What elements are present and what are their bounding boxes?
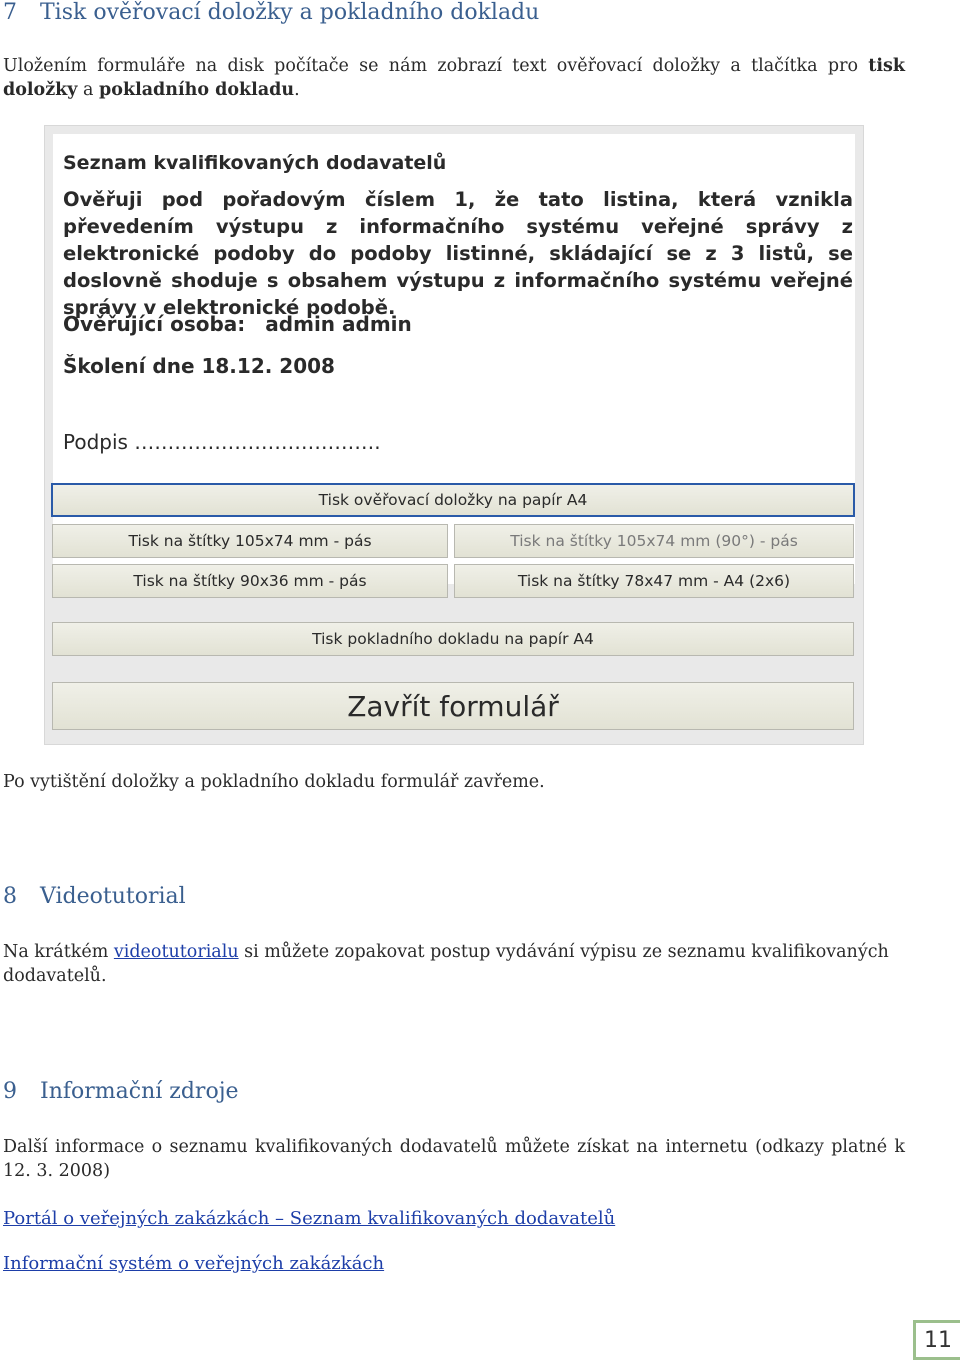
print-receipt-button[interactable]: Tisk pokladního dokladu na papír A4 — [52, 622, 854, 656]
verifying-person — [63, 312, 412, 336]
section-7-number: 7 — [3, 0, 17, 25]
section-8-text-after: si můžete zopakovat postup vydávání výpisu ze seznamu kvalifikovaných dodavatelů. — [3, 942, 889, 986]
page-number: 11 — [913, 1320, 960, 1360]
section-9-number: 9 — [3, 1079, 17, 1104]
intro-text: Uložením formuláře na disk počítače se nám zobrazí text ověřovací doložky a tlačítka pro — [3, 56, 869, 76]
print-labels-105-button[interactable]: Tisk na štítky 105x74 mm - pás — [52, 524, 448, 558]
intro-bold-receipt: pokladního dokladu — [99, 80, 295, 100]
verifying-person-label: Ověřující osoba: — [63, 312, 246, 336]
verifying-person-value: admin admin — [265, 312, 412, 336]
print-labels-78-button[interactable]: Tisk na štítky 78x47 mm - A4 (2x6) — [454, 564, 854, 598]
intro-text-mid: a — [77, 80, 100, 100]
form-screenshot — [44, 125, 864, 745]
section-9-title: Informační zdroje — [40, 1079, 239, 1104]
section-9-text: Další informace o seznamu kvalifikovaných dodavatelů můžete získat na internetu (odkazy platné k 12. 3. 2008) — [3, 1137, 905, 1181]
print-labels-90-button[interactable]: Tisk na štítky 90x36 mm - pás — [52, 564, 448, 598]
section-7-intro — [3, 54, 905, 102]
section-9-heading — [3, 1079, 239, 1104]
information-system-link[interactable]: Informační systém o veřejných zakázkách — [3, 1253, 385, 1274]
print-clause-button[interactable]: Tisk ověřovací doložky na papír A4 — [51, 483, 855, 517]
close-form-button[interactable]: Zavřít formulář — [52, 682, 854, 730]
videotutorial-link[interactable]: videotutorialu — [113, 942, 239, 962]
signature-line: Podpis ………………………………. — [63, 430, 381, 454]
section-8-text-before: Na krátkém — [3, 942, 114, 962]
course-date: Školení dne 18.12. 2008 — [63, 354, 335, 378]
section-7-heading — [3, 0, 539, 25]
section-8-text — [3, 940, 905, 988]
section-8-heading — [3, 884, 186, 909]
section-7-after-text: Po vytištění doložky a pokladního dokladu formulář zavřeme. — [3, 772, 545, 792]
portal-link[interactable]: Portál o veřejných zakázkách – Seznam kvalifikovaných dodavatelů — [3, 1208, 616, 1229]
clause-body: Ověřuji pod pořadovým číslem 1, že tato listina, která vznikla převedením výstupu z informačního systému veřejné správy z elektronické podoby do podoby listinné, skládající se z 3 listů, se doslovně shoduje s obsahem výstupu z informačního systému veřejné správy v elektronické podobě. — [63, 188, 853, 319]
section-8-number: 8 — [3, 884, 17, 909]
intro-bold-clause: tisk doložky — [3, 56, 905, 100]
section-7-title: Tisk ověřovací doložky a pokladního dokladu — [40, 0, 540, 25]
clause-title: Seznam kvalifikovaných dodavatelů — [63, 152, 447, 174]
print-labels-105-90-button[interactable]: Tisk na štítky 105x74 mm (90°) - pás — [454, 524, 854, 558]
section-8-title: Videotutorial — [40, 884, 186, 909]
intro-text-end: . — [294, 80, 300, 100]
